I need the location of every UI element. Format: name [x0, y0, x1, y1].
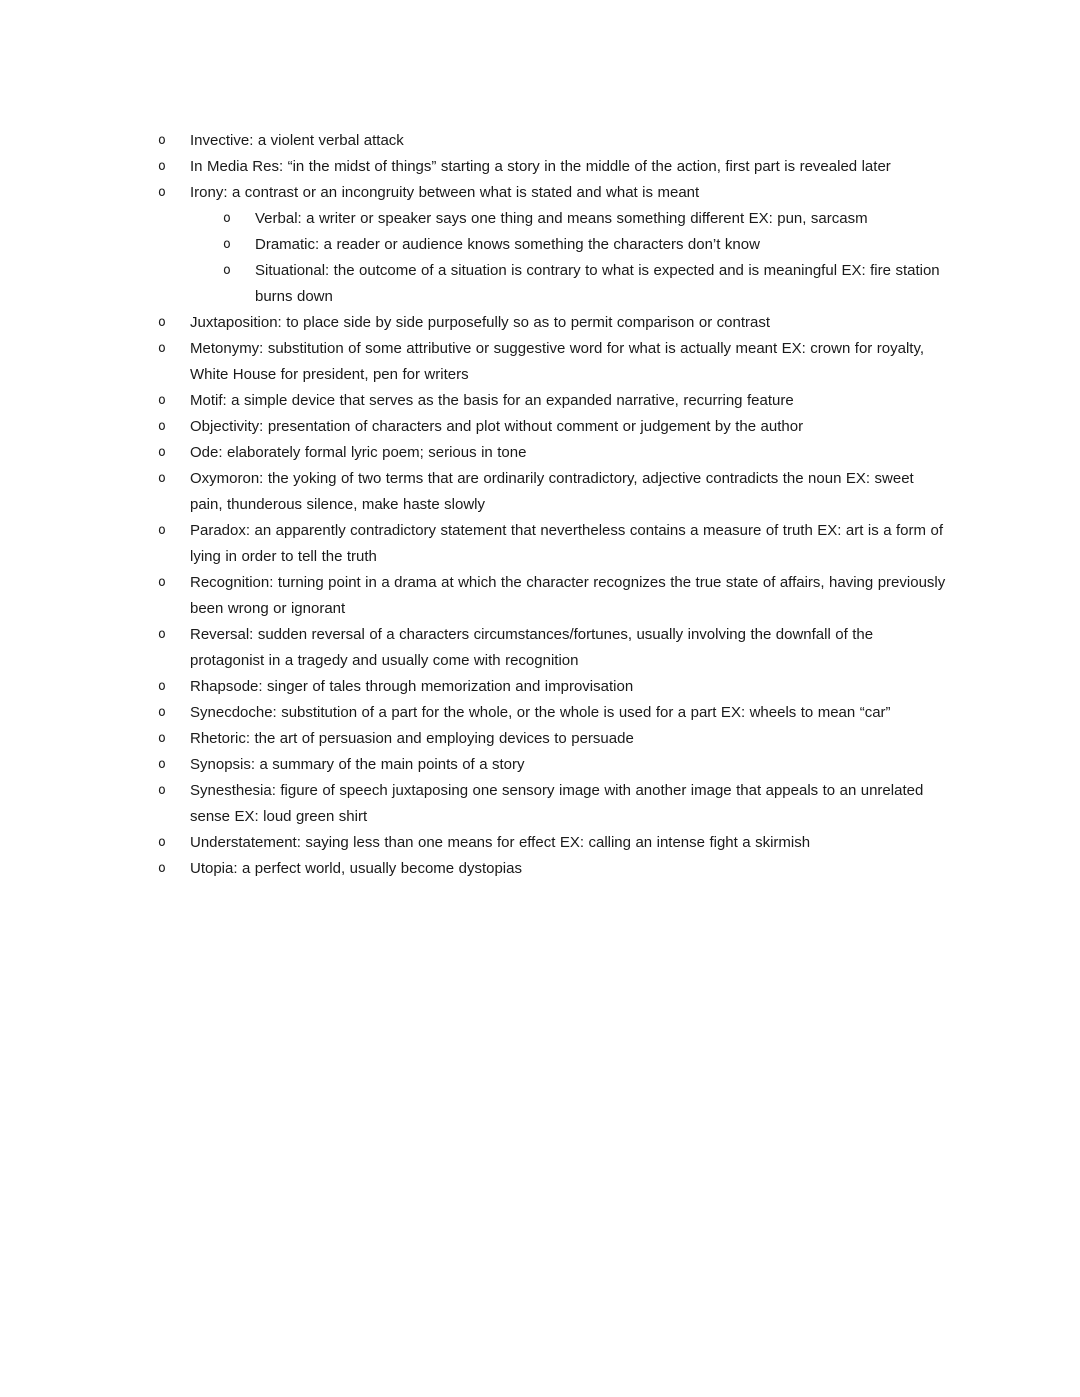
bullet-icon: o — [158, 341, 166, 356]
bullet-icon: o — [223, 211, 231, 226]
list-item — [0, 726, 1080, 752]
bullet-icon: o — [158, 159, 166, 174]
bullet-icon: o — [158, 393, 166, 408]
bullet-icon: o — [223, 263, 231, 278]
list-item — [0, 310, 1080, 336]
bullet-icon: o — [158, 705, 166, 720]
list-item-text: Ode: elaborately formal lyric poem; serious in tone — [190, 444, 527, 461]
bullet-icon: o — [158, 133, 166, 148]
list-item-text: Juxtaposition: to place side by side purposefully so as to permit comparison or contrast — [190, 314, 771, 331]
list-item-text: Utopia: a perfect world, usually become dystopias — [190, 860, 522, 877]
bullet-icon: o — [158, 471, 166, 486]
list-item-text: Irony: a contrast or an incongruity between what is stated and what is meant — [190, 184, 700, 201]
list-item — [0, 700, 1080, 726]
list-item-text: Situational: the outcome of a situation is contrary to what is expected and is meaningful EX: fire station burns down — [255, 262, 940, 305]
list-item-text: Recognition: turning point in a drama at which the character recognizes the true state of affairs, having previously been wrong or ignorant — [190, 574, 946, 617]
list-item-text: Oxymoron: the yoking of two terms that are ordinarily contradictory, adjective contradicts the noun EX: sweet pain, thunderous silence, make haste slowly — [190, 470, 914, 513]
list-item-text: In Media Res: “in the midst of things” starting a story in the middle of the action, first part is revealed later — [190, 158, 891, 175]
list-item — [0, 128, 1080, 154]
list-item-text: Synopsis: a summary of the main points of a story — [190, 756, 525, 773]
bullet-icon: o — [158, 861, 166, 876]
bullet-icon: o — [223, 237, 231, 252]
list-item-text: Synesthesia: figure of speech juxtaposing one sensory image with another image that appeals to an unrelated sense EX: loud green shirt — [190, 782, 924, 825]
list-item — [0, 570, 1080, 622]
bullet-icon: o — [158, 835, 166, 850]
list-item-text: Rhetoric: the art of persuasion and employing devices to persuade — [190, 730, 634, 747]
bullet-icon: o — [158, 575, 166, 590]
bullet-icon: o — [158, 627, 166, 642]
list-item-text: Paradox: an apparently contradictory statement that nevertheless contains a measure of truth EX: art is a form of lying in order to tell the truth — [190, 522, 943, 565]
list-item-text: Rhapsode: singer of tales through memorization and improvisation — [190, 678, 634, 695]
list-item-text: Objectivity: presentation of characters and plot without comment or judgement by the author — [190, 418, 804, 435]
bullet-icon: o — [158, 731, 166, 746]
list-item-text: Invective: a violent verbal attack — [190, 132, 404, 149]
list-item — [0, 232, 1080, 258]
list-item-text: Dramatic: a reader or audience knows something the characters don’t know — [255, 236, 760, 253]
list-item — [0, 258, 1080, 310]
list-item — [0, 154, 1080, 180]
list-item-text: Metonymy: substitution of some attributive or suggestive word for what is actually meant EX: crown for royalty, White House for president, pen for writers — [190, 340, 924, 383]
list-item-text: Synecdoche: substitution of a part for the whole, or the whole is used for a part EX: wheels to mean “car” — [190, 704, 891, 721]
list-item — [0, 622, 1080, 674]
list-item — [0, 336, 1080, 388]
list-item — [0, 466, 1080, 518]
list-item — [0, 206, 1080, 232]
list-item-text: Verbal: a writer or speaker says one thing and means something different EX: pun, sarcasm — [255, 210, 868, 227]
terms-list — [0, 128, 1080, 882]
bullet-icon: o — [158, 419, 166, 434]
list-item — [0, 414, 1080, 440]
list-item-text: Reversal: sudden reversal of a characters circumstances/fortunes, usually involving the downfall of the protagonist in a tragedy and usually come with recognition — [190, 626, 874, 669]
bullet-icon: o — [158, 185, 166, 200]
list-item — [0, 778, 1080, 830]
list-item — [0, 180, 1080, 206]
bullet-icon: o — [158, 783, 166, 798]
list-item — [0, 752, 1080, 778]
bullet-icon: o — [158, 679, 166, 694]
list-item — [0, 440, 1080, 466]
list-item-text: Understatement: saying less than one means for effect EX: calling an intense fight a skirmish — [190, 834, 811, 851]
bullet-icon: o — [158, 445, 166, 460]
bullet-icon: o — [158, 315, 166, 330]
list-item — [0, 856, 1080, 882]
list-item — [0, 674, 1080, 700]
list-item — [0, 518, 1080, 570]
list-item — [0, 830, 1080, 856]
bullet-icon: o — [158, 757, 166, 772]
list-item — [0, 388, 1080, 414]
list-item-text: Motif: a simple device that serves as the basis for an expanded narrative, recurring feature — [190, 392, 794, 409]
bullet-icon: o — [158, 523, 166, 538]
